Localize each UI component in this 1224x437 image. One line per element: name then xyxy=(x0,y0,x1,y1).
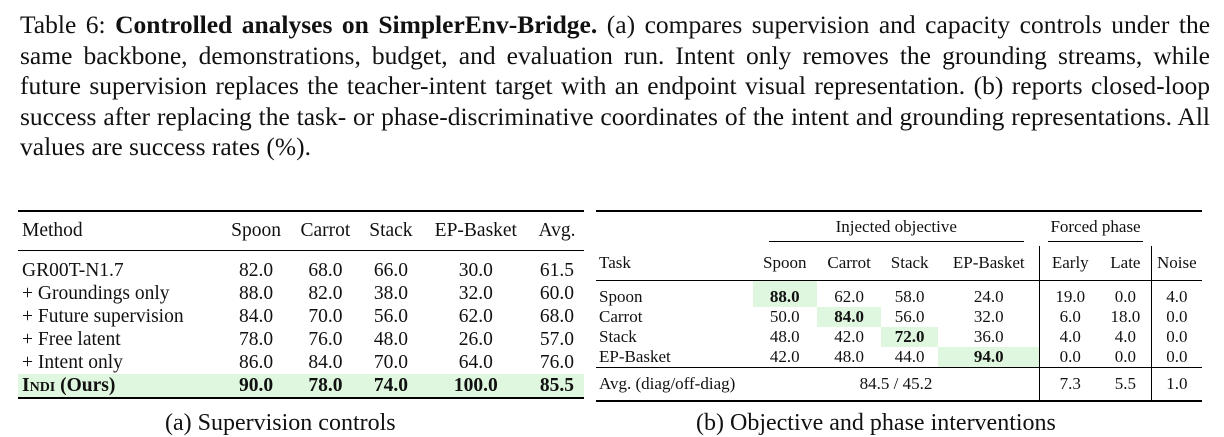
table-group-row xyxy=(596,211,1202,246)
table-objective-phase xyxy=(596,210,1202,402)
table-row xyxy=(596,327,1202,347)
col-header: EP-Basket xyxy=(938,246,1040,281)
table-header-row xyxy=(596,246,1202,281)
value-cell: 0.0 xyxy=(1151,347,1202,368)
value-cell: 70.0 xyxy=(373,351,408,373)
table-row xyxy=(596,281,1202,308)
value-cell: 6.0 xyxy=(1040,307,1100,327)
table-supervision-controls xyxy=(18,210,584,399)
col-header: Method xyxy=(18,211,221,251)
value-cell: 90.0 xyxy=(221,374,290,398)
value-cell: 68.0 xyxy=(308,259,343,281)
value-cell: 72.0 xyxy=(881,327,938,347)
value-cell: 84.0 xyxy=(817,307,881,327)
value-cell: 48.0 xyxy=(834,347,864,366)
value-cell: 32.0 xyxy=(458,282,493,304)
value-cell: 66.0 xyxy=(373,259,408,281)
value-cell: 18.0 xyxy=(1110,307,1141,326)
col-header: Stack xyxy=(881,246,938,281)
value-cell: 30.0 xyxy=(458,259,493,281)
method-cell-ours xyxy=(18,374,221,398)
value-cell: 44.0 xyxy=(894,347,925,366)
table-row xyxy=(596,307,1202,327)
value-cell: 48.0 xyxy=(373,328,408,350)
value-cell: 0.0 xyxy=(1114,287,1136,306)
value-cell: 64.0 xyxy=(458,351,493,373)
table-row xyxy=(18,251,584,283)
value-cell: 0.0 xyxy=(1151,307,1202,327)
value-cell: 70.0 xyxy=(308,305,343,327)
value-cell: 57.0 xyxy=(539,328,575,350)
task-cell: Stack xyxy=(599,327,637,346)
value-cell: 48.0 xyxy=(769,327,800,346)
caption-title: Controlled analyses on SimplerEnv-Bridge. xyxy=(115,10,598,39)
method-cell: GR00T-N1.7 xyxy=(22,259,124,281)
value-cell: 0.0 xyxy=(1040,347,1100,368)
value-cell: 60.0 xyxy=(539,282,575,304)
task-cell: Spoon xyxy=(599,287,643,306)
value-cell: 68.0 xyxy=(539,305,575,327)
value-cell: 56.0 xyxy=(894,307,925,326)
avg-label: Avg. (diag/off-diag) xyxy=(596,368,753,402)
col-header: EP-Basket xyxy=(422,211,530,251)
value-cell: 4.0 xyxy=(1114,327,1136,346)
value-cell: 100.0 xyxy=(422,374,530,398)
col-header: Task xyxy=(596,246,753,281)
method-cell: + Future supervision xyxy=(22,305,184,327)
value-cell: 38.0 xyxy=(373,282,408,304)
col-header: Avg. xyxy=(530,211,584,251)
table-row xyxy=(18,328,584,351)
empty-cell xyxy=(1151,211,1202,246)
table-row xyxy=(596,347,1202,368)
table-header-row xyxy=(18,211,584,251)
col-header: Noise xyxy=(1151,246,1202,281)
avg-late-value: 5.5 xyxy=(1100,368,1151,402)
table-caption xyxy=(20,10,1210,163)
value-cell: 84.0 xyxy=(308,351,343,373)
value-cell: 74.0 xyxy=(360,374,422,398)
method-cell: + Free latent xyxy=(22,328,121,350)
value-cell: 56.0 xyxy=(373,305,408,327)
value-cell: 86.0 xyxy=(239,351,274,373)
value-cell: 36.0 xyxy=(973,327,1004,346)
table-row-ours xyxy=(18,374,584,398)
value-cell: 84.0 xyxy=(239,305,274,327)
table-row-average xyxy=(596,368,1202,402)
value-cell: 61.5 xyxy=(539,259,575,281)
value-cell: 88.0 xyxy=(753,281,817,308)
avg-early-value: 7.3 xyxy=(1040,368,1100,402)
group-header-injected: Injected objective xyxy=(753,211,1040,246)
table-row xyxy=(18,305,584,328)
value-cell: 85.5 xyxy=(530,374,584,398)
value-cell: 78.0 xyxy=(239,328,274,350)
value-cell: 76.0 xyxy=(539,351,575,373)
col-header: Early xyxy=(1040,246,1100,281)
caption-body: (a) compares supervision and capacity controls under the same backbone, demonstrations, budget, and evaluation run. Intent only removes the grounding streams, while future supervision replaces the teacher-intent target with an endpoint visual representation. (b) reports closed-loop success after replacing the task- or phase-discriminative coordinates of the intent and grounding representations. All values are success rates (%). xyxy=(20,10,1211,161)
caption-label: Table 6: xyxy=(20,10,106,39)
value-cell: 19.0 xyxy=(1040,281,1100,308)
method-cell: + Intent only xyxy=(22,351,123,373)
col-header: Carrot xyxy=(817,246,881,281)
value-cell: 88.0 xyxy=(239,282,274,304)
task-cell: EP-Basket xyxy=(599,347,671,366)
value-cell: 26.0 xyxy=(458,328,493,350)
method-name: Indi xyxy=(22,374,56,396)
value-cell: 42.0 xyxy=(834,327,864,346)
value-cell: 4.0 xyxy=(1040,327,1100,347)
group-header-forced: Forced phase xyxy=(1040,211,1151,246)
value-cell: 32.0 xyxy=(973,307,1004,326)
col-header: Stack xyxy=(360,211,422,251)
col-header: Carrot xyxy=(291,211,360,251)
subcaption-b: (b) Objective and phase interventions xyxy=(696,410,1056,436)
empty-cell xyxy=(596,211,753,246)
value-cell: 78.0 xyxy=(291,374,360,398)
value-cell: 94.0 xyxy=(938,347,1040,368)
method-suffix: (Ours) xyxy=(60,374,116,396)
col-header: Spoon xyxy=(753,246,817,281)
method-cell: + Groundings only xyxy=(22,282,170,304)
value-cell: 76.0 xyxy=(308,328,343,350)
task-cell: Carrot xyxy=(599,307,643,326)
table-row xyxy=(18,282,584,305)
value-cell: 58.0 xyxy=(894,287,925,306)
col-header: Spoon xyxy=(221,211,290,251)
value-cell: 50.0 xyxy=(769,307,800,326)
value-cell: 62.0 xyxy=(458,305,493,327)
value-cell: 0.0 xyxy=(1151,327,1202,347)
avg-noise-value: 1.0 xyxy=(1151,368,1202,402)
avg-diag-value: 84.5 / 45.2 xyxy=(753,368,1040,402)
value-cell: 82.0 xyxy=(239,259,274,281)
value-cell: 62.0 xyxy=(834,287,864,306)
value-cell: 42.0 xyxy=(769,347,800,366)
subcaption-a: (a) Supervision controls xyxy=(165,410,396,436)
value-cell: 0.0 xyxy=(1114,347,1136,366)
value-cell: 4.0 xyxy=(1151,281,1202,308)
value-cell: 82.0 xyxy=(308,282,343,304)
value-cell: 24.0 xyxy=(973,287,1004,306)
table-row xyxy=(18,351,584,374)
col-header: Late xyxy=(1100,246,1151,281)
